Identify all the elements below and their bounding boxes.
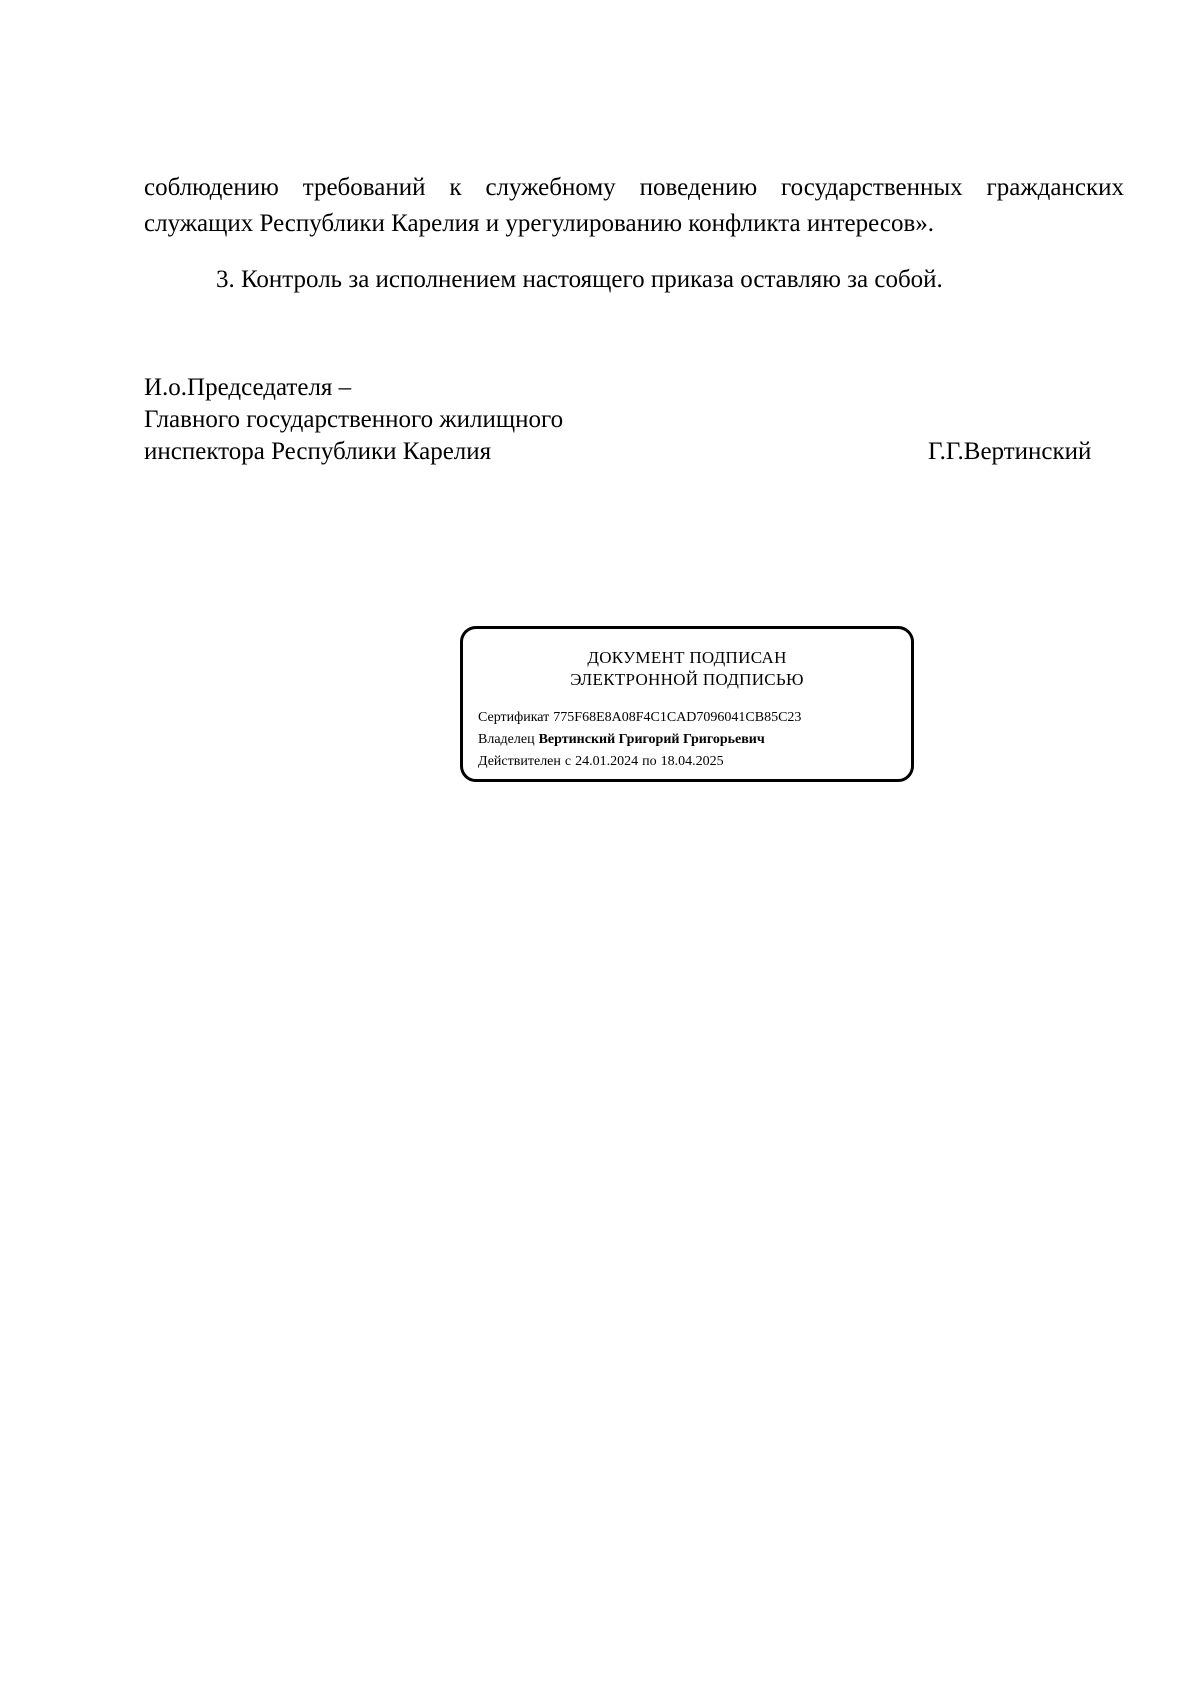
stamp-valid-from: 24.01.2024 (575, 754, 639, 769)
stamp-certificate-label: Сертификат (478, 710, 550, 725)
signer-name: Г.Г.Вертинский (928, 438, 1092, 465)
stamp-owner-label: Владелец (478, 732, 535, 747)
stamp-owner-value: Вертинский Григорий Григорьевич (538, 732, 765, 747)
stamp-valid-to: 18.04.2025 (660, 754, 724, 769)
stamp-valid-from-label: с (564, 754, 572, 769)
stamp-owner-row (478, 729, 801, 751)
signer-position (144, 372, 563, 468)
stamp-certificate-value: 775F68E8A08F4C1CAD7096041CB85C23 (553, 710, 802, 725)
body-paragraph-1-line-2: служащих Республики Карелия и урегулированию конфликта интересов». (144, 210, 935, 237)
stamp-validity-row (478, 751, 801, 773)
stamp-valid-label: Действителен (478, 754, 561, 769)
signer-position-line-1: И.о.Председателя – (144, 374, 352, 401)
stamp-title-line-2: ЭЛЕКТРОННОЙ ПОДПИСЬЮ (570, 670, 804, 689)
electronic-signature-stamp (460, 626, 914, 782)
stamp-info (478, 707, 801, 773)
body-paragraph-2: 3. Контроль за исполнением настоящего приказа оставляю за собой. (216, 266, 943, 293)
stamp-title-line-1: ДОКУМЕНТ ПОДПИСАН (587, 648, 787, 667)
body-paragraph-1 (144, 170, 1124, 242)
stamp-title (463, 647, 911, 691)
body-paragraph-1-line-1: соблюдению требований к служебному поведению государственных гражданских (144, 174, 1124, 201)
stamp-certificate-row (478, 707, 801, 729)
stamp-valid-to-label: по (642, 754, 657, 769)
signer-position-line-2: Главного государственного жилищного (144, 406, 564, 433)
signer-position-line-3: инспектора Республики Карелия (144, 438, 492, 465)
